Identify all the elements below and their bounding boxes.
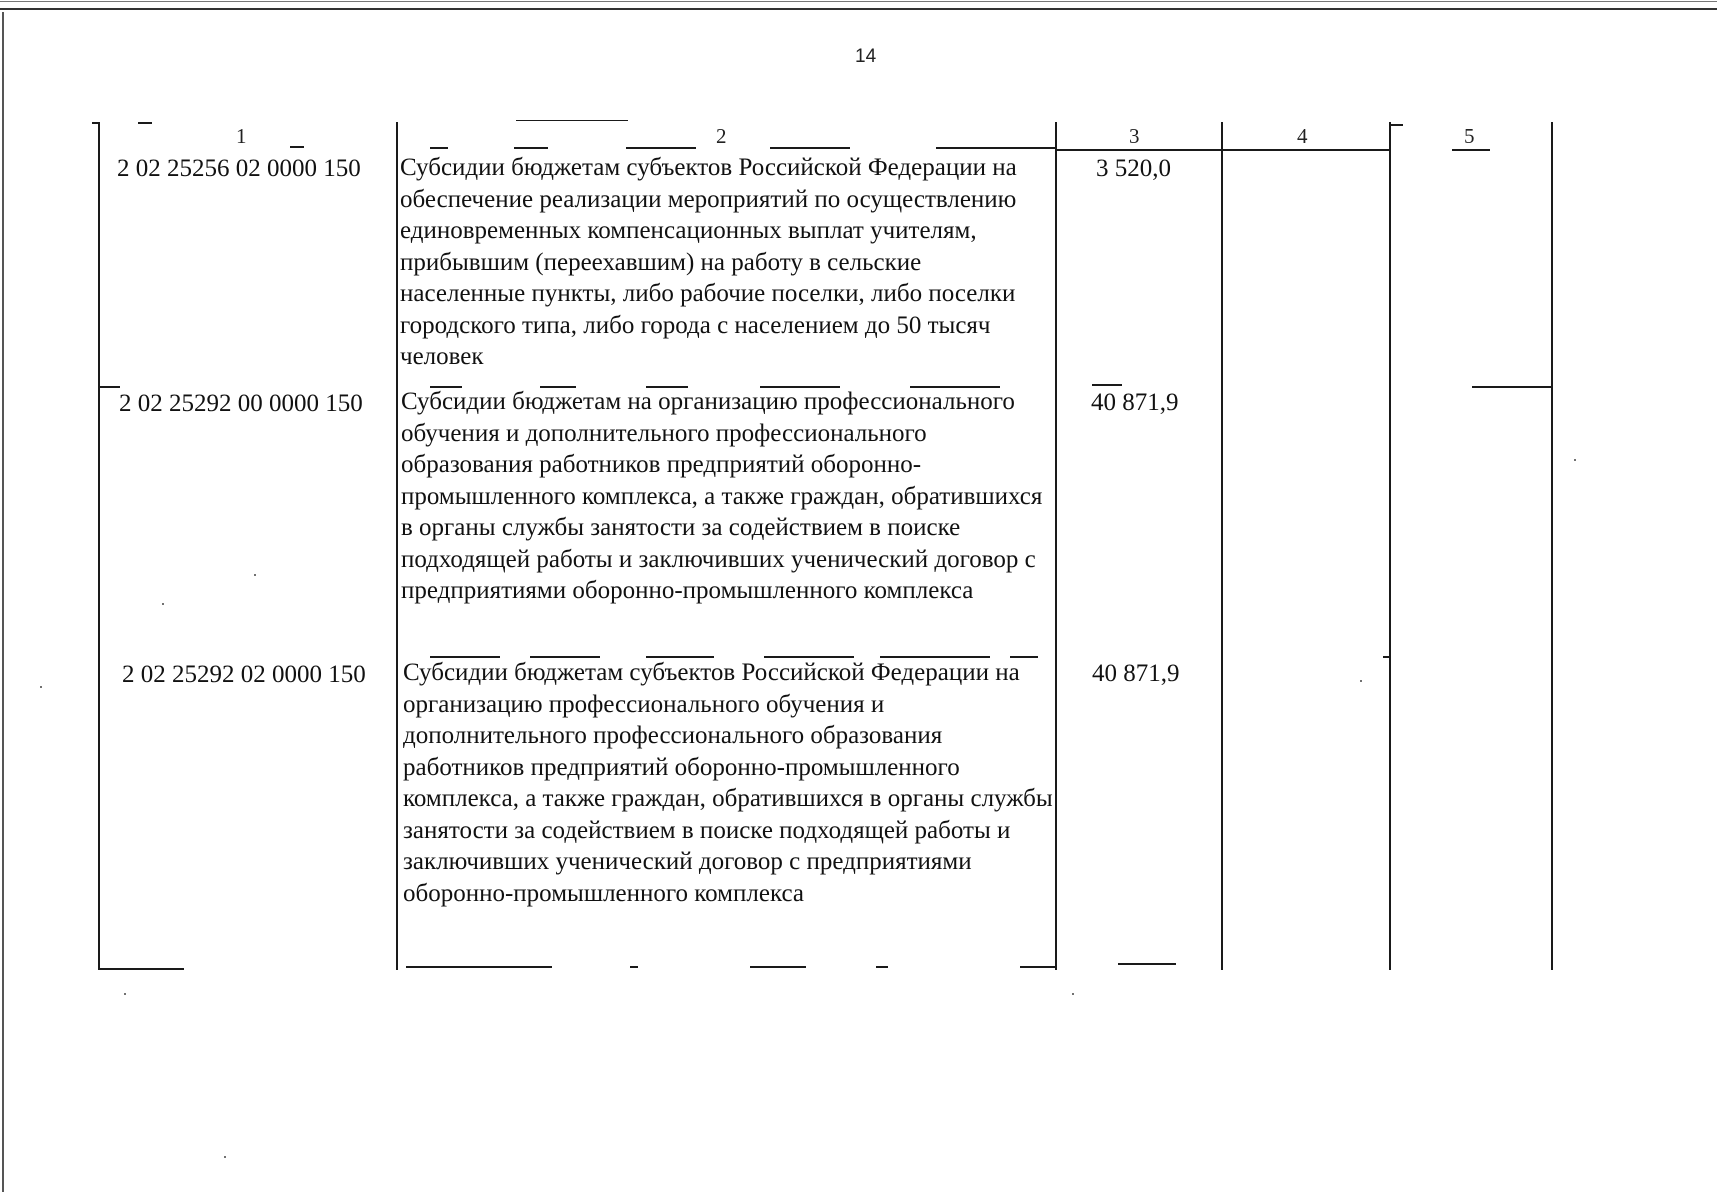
scan-speck: [40, 686, 42, 688]
table-bottom-border: [98, 968, 184, 970]
table-bottom-border: [1118, 963, 1176, 965]
row-amount: 3 520,0: [1096, 155, 1171, 182]
table-bottom-border: [1020, 966, 1056, 968]
scan-speck: [162, 603, 164, 605]
row-separator: [1472, 386, 1552, 388]
column-divider-2-3: [1055, 122, 1057, 970]
column-header-3: 3: [1129, 124, 1140, 148]
header-rule-fragment: [92, 122, 100, 124]
column-divider-3-4: [1221, 122, 1223, 970]
header-rule-fragment: [138, 122, 152, 124]
header-rule-fragment: [770, 147, 850, 149]
scan-speck: [1072, 993, 1074, 995]
table-bottom-border: [876, 966, 888, 968]
scan-left-edge: [2, 12, 4, 1192]
budget-code: 2 02 25292 02 0000 150: [122, 661, 366, 688]
row-amount: 40 871,9: [1092, 660, 1180, 687]
scan-speck: [1360, 680, 1362, 682]
header-rule-fragment: [1221, 149, 1389, 151]
header-rule-fragment: [290, 146, 304, 148]
scan-top-rule: [0, 8, 1717, 10]
scan-speck: [224, 1156, 226, 1158]
row-description: Субсидии бюджетам на организацию профессионального обучения и дополнительного профессионального образования работников предприятий оборонно-промышленного комплекса, а также граждан, обратившихся в органы службы занятости за содействием в поиске подходящей работы и заключивших ученический договор с предприятиями оборонно-промышленного комплекса: [401, 388, 1043, 604]
row-description: Субсидии бюджетам субъектов Российской Федерации на организацию профессионального обучения и дополнительного профессионального образования работников предприятий оборонно-промышленного комплекса, а также граждан, обратившихся в органы службы занятости за содействием в поиске подходящей работы и заключивших ученический договор с предприятиями оборонно-промышленного комплекса: [403, 659, 1053, 907]
row-amount: 40 871,9: [1091, 389, 1179, 416]
header-rule-fragment: [936, 147, 1055, 149]
row-separator: [1383, 656, 1391, 658]
page-number: 14: [855, 46, 877, 67]
table-left-border: [98, 122, 100, 970]
budget-code: 2 02 25292 00 0000 150: [119, 390, 363, 417]
column-header-2: 2: [716, 124, 727, 148]
header-rule-fragment: [1389, 124, 1403, 126]
scan-speck: [124, 993, 126, 995]
header-rule-fragment: [1055, 149, 1221, 151]
row-description: Субсидии бюджетам субъектов Российской Федерации на обеспечение реализации мероприятий по осуществлению единовременных компенсационных выплат учителям, прибывшим (переехавшим) на работу в сельские населенные пункты, либо рабочие поселки, либо поселки городского типа, либо города с населением до 50 тысяч человек: [400, 154, 1017, 370]
table-right-border: [1551, 122, 1553, 970]
table-bottom-border: [406, 966, 552, 968]
column-header-1: 1: [236, 124, 247, 148]
column-divider-4-5: [1389, 122, 1391, 970]
header-rule-fragment: [626, 147, 696, 149]
header-rule-fragment: [516, 120, 628, 121]
scan-speck: [254, 574, 256, 576]
header-rule-fragment: [1452, 149, 1490, 151]
table-bottom-border: [630, 966, 638, 968]
budget-code: 2 02 25256 02 0000 150: [117, 155, 361, 182]
table-bottom-border: [750, 966, 806, 968]
row-separator: [1092, 384, 1122, 386]
column-header-5: 5: [1464, 124, 1475, 148]
header-rule-fragment: [514, 147, 548, 149]
scan-speck: [1574, 459, 1576, 461]
column-divider-1-2: [396, 122, 398, 970]
scan-edge-line: [0, 1, 1717, 2]
row-separator: [98, 386, 120, 388]
header-rule-fragment: [430, 147, 448, 149]
column-header-4: 4: [1297, 124, 1308, 148]
